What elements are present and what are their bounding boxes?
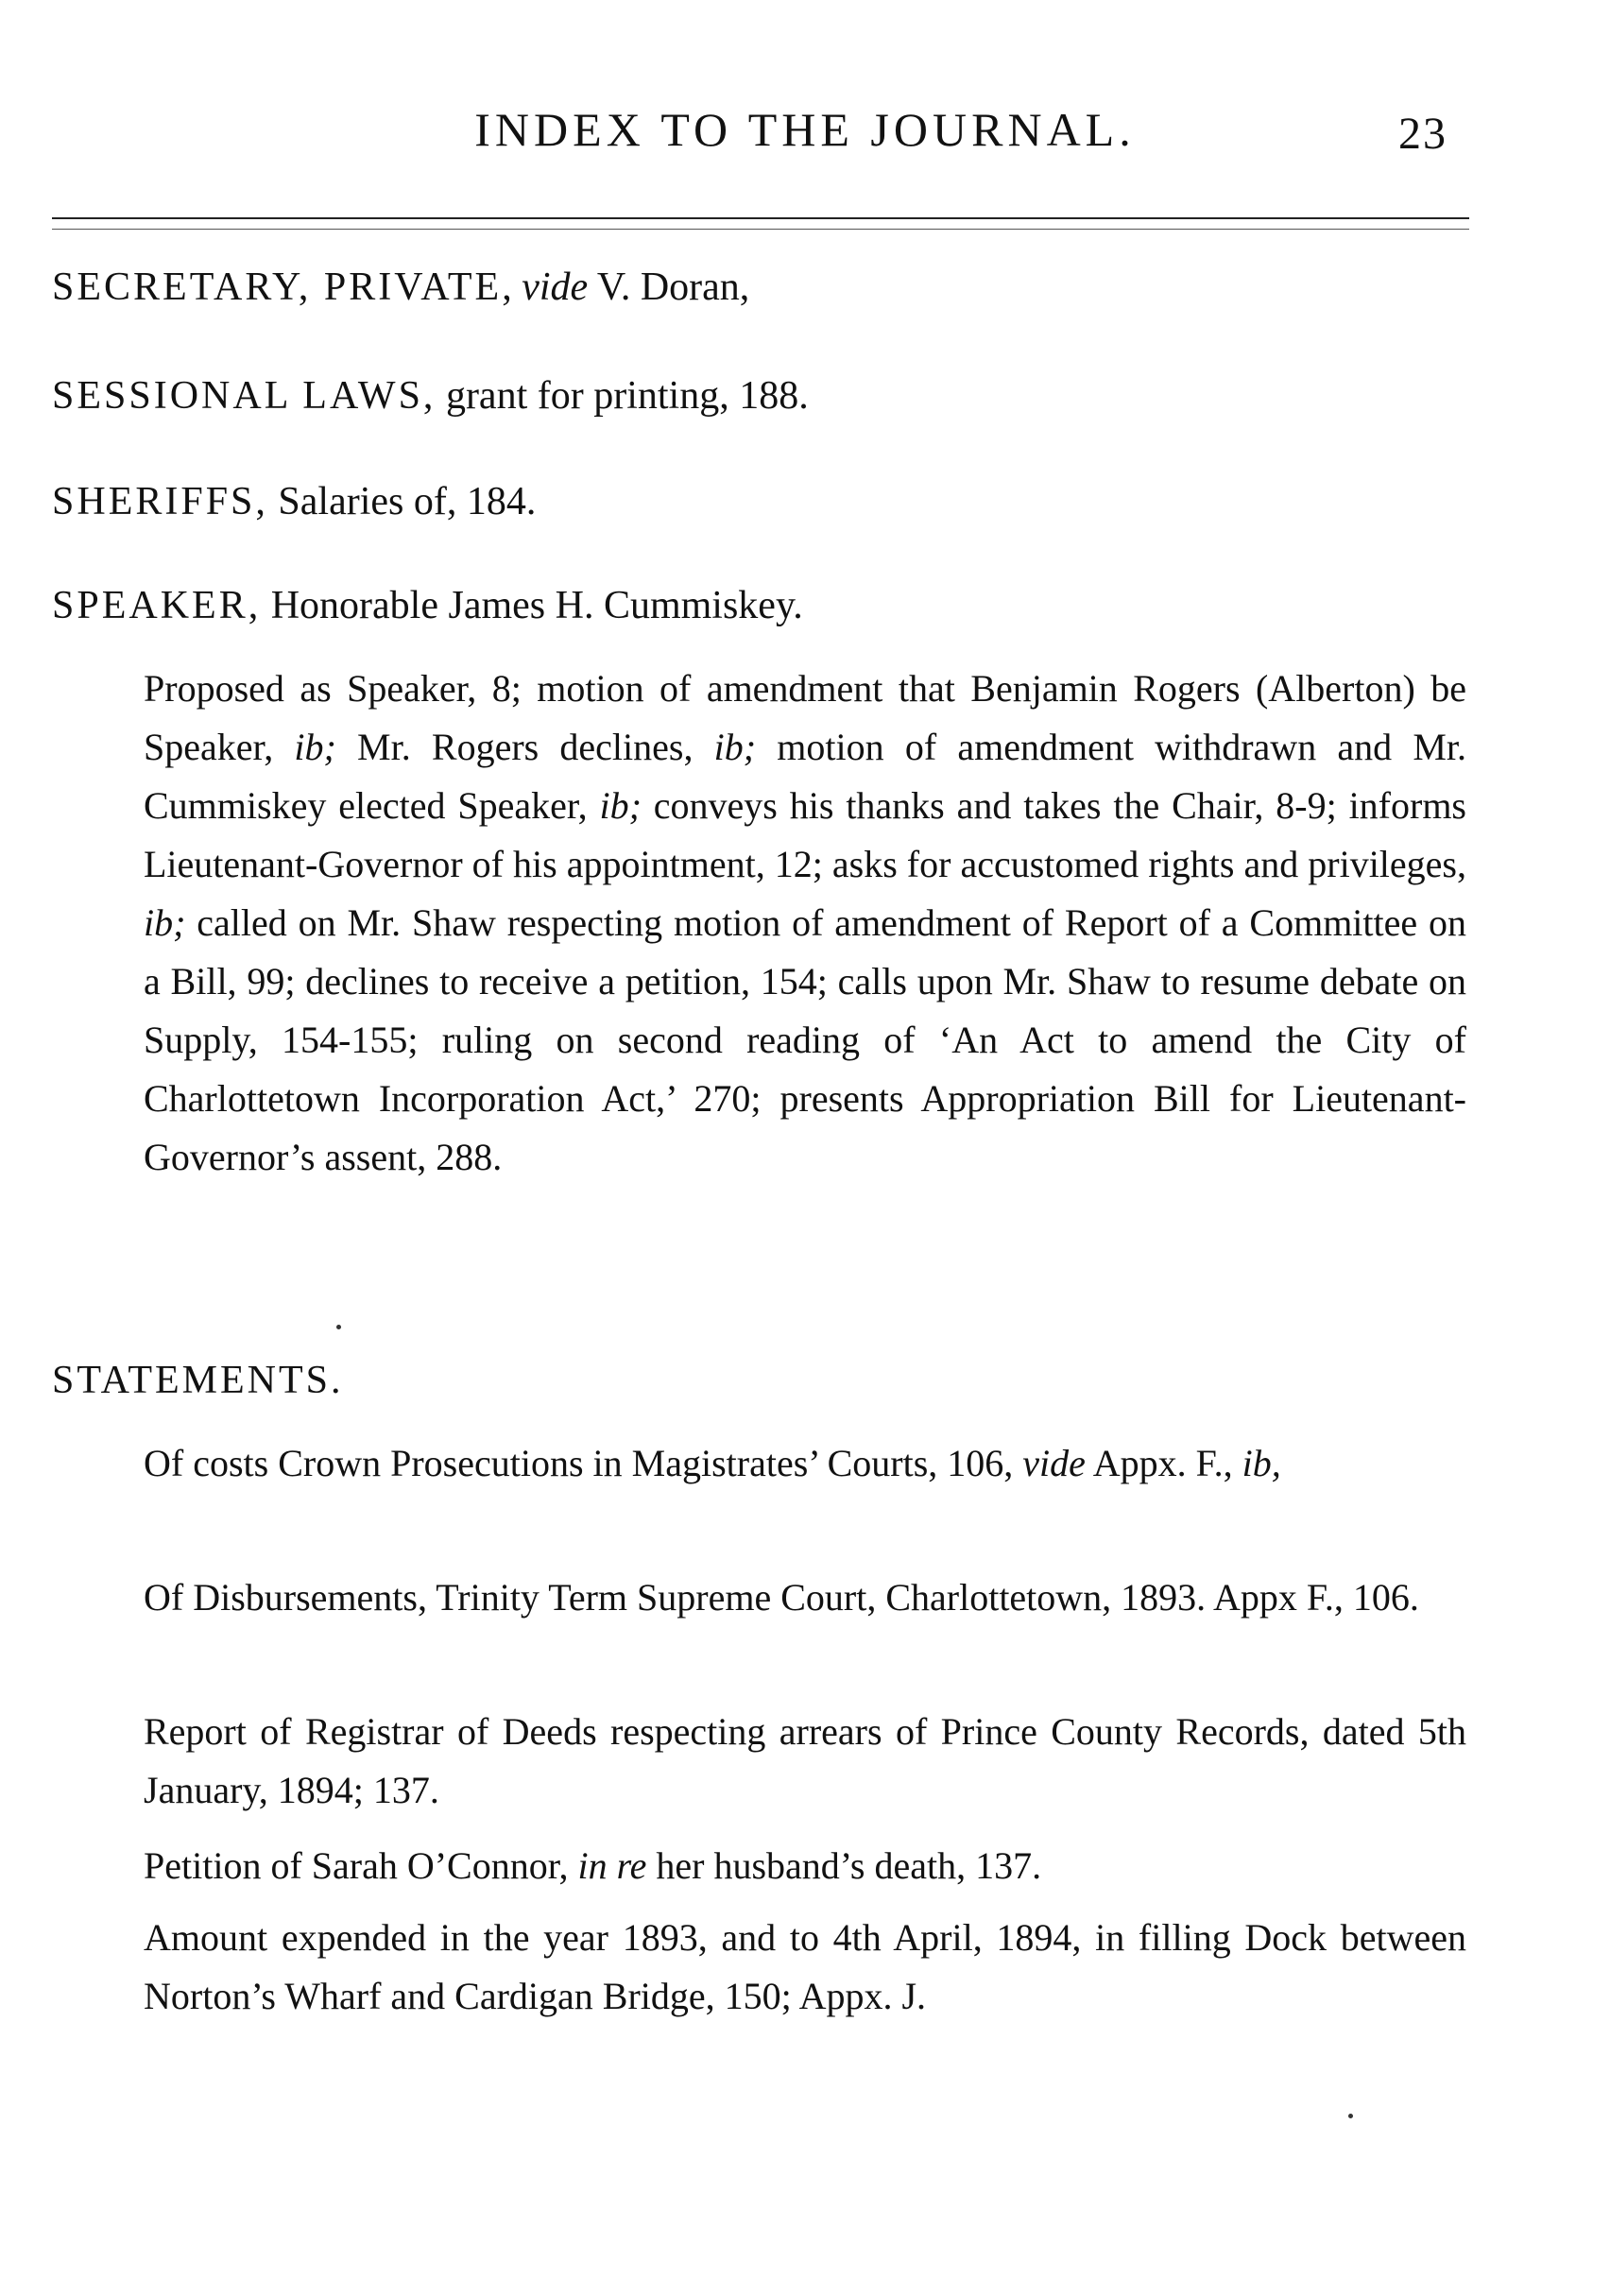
entry-secretary: SECRETARY, PRIVATE, vide V. Doran,	[52, 266, 750, 309]
print-speck	[1348, 2114, 1353, 2118]
vide-label: vide	[1022, 1442, 1086, 1484]
statement-item	[144, 1703, 1466, 1820]
entry-statements	[52, 1361, 343, 1400]
page-number: 23	[1398, 109, 1447, 159]
body-text: conveys his thanks and takes the Chair, 8-9; informs Lieutenant-Governor of his appointment, 12; asks for accustomed rights and privileges,	[144, 784, 1466, 885]
statement-item	[144, 1434, 1466, 1493]
entry-sessional-laws	[52, 376, 809, 416]
entry-heading: SPEAKER,	[52, 584, 262, 627]
body-text: Mr. Rogers declines,	[357, 726, 694, 768]
entry-text: Honorable James H. Cummiskey.	[270, 584, 803, 627]
body-text: Of Disbursements, Trinity Term Supreme Court, Charlottetown, 1893. Appx F., 106.	[144, 1576, 1419, 1619]
entry-text: Salaries of, 184.	[278, 480, 537, 523]
entry-text: V. Doran,	[596, 266, 750, 309]
entry-text: grant for printing, 188.	[445, 374, 809, 418]
ib-label: ib;	[144, 901, 186, 944]
body-text: motion of amendment withdrawn and Mr. Cummiskey elected Speaker,	[144, 726, 1466, 827]
body-text: her husband’s death, 137.	[656, 1844, 1042, 1887]
statement-item	[144, 1837, 1466, 1895]
in-re-label: in re	[577, 1844, 647, 1887]
entry-sheriffs	[52, 482, 536, 522]
vide-label: vide	[522, 266, 589, 309]
body-text: Appx. F.,	[1092, 1442, 1233, 1484]
statement-item	[144, 1909, 1466, 2026]
ib-label: ib,	[1242, 1442, 1281, 1484]
header-rule-secondary	[52, 229, 1469, 230]
body-text: Report of Registrar of Deeds respecting arrears of Prince County Records, dated 5th January, 1894; 137.	[144, 1710, 1466, 1811]
entry-speaker	[52, 586, 803, 625]
ib-label: ib;	[599, 784, 642, 827]
page-title: INDEX TO THE JOURNAL.	[474, 103, 1136, 156]
ib-label: ib;	[713, 726, 757, 768]
entry-heading: SECRETARY, PRIVATE	[52, 266, 503, 309]
speaker-details	[144, 660, 1466, 1187]
header-rule	[52, 217, 1469, 219]
body-text: Proposed as Speaker, 8; motion of amendment that Benjamin Rogers (Alberton) be Speaker,	[144, 667, 1466, 768]
ib-label: ib;	[294, 726, 336, 768]
body-text: Amount expended in the year 1893, and to 4th April, 1894, in filling Dock between Norton’s Wharf and Cardigan Bridge, 150; Appx. J.	[144, 1916, 1466, 2017]
print-speck	[336, 1325, 341, 1329]
speaker-paragraph	[144, 660, 1466, 1187]
entry-heading: SESSIONAL LAWS,	[52, 374, 437, 418]
entry-heading: SHERIFFS,	[52, 480, 268, 523]
body-text: Petition of Sarah O’Connor,	[144, 1844, 569, 1887]
entry-heading: STATEMENTS.	[52, 1359, 344, 1402]
body-text: Of costs Crown Prosecutions in Magistrates’ Courts, 106,	[144, 1442, 1014, 1484]
body-text: called on Mr. Shaw respecting motion of amendment of Report of a Committee on a Bill, 99; declines to receive a petition, 154; calls upon Mr. Shaw to resume debate on Supply, 154-155; ruling on second reading of ‘An Act to amend the City of Charlottetown Incorporation Act,’ 270; presents Appropriation Bill for Lieutenant-Governor’s assent, 288.	[144, 901, 1467, 1178]
statement-item	[144, 1568, 1466, 1627]
